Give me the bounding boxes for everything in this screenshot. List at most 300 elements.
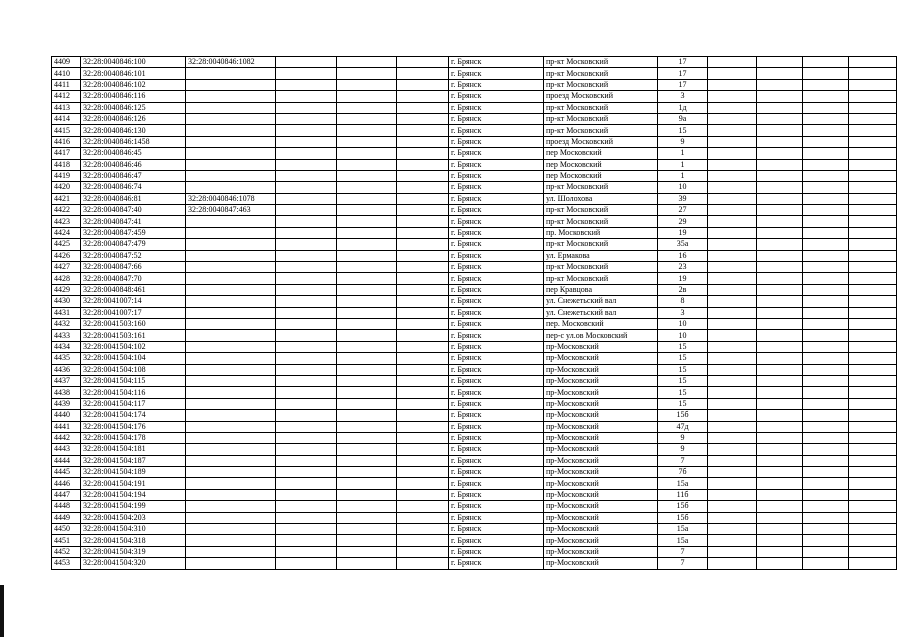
house-number-cell: 17 [658, 57, 708, 68]
empty-cell [803, 159, 849, 170]
house-number-cell: 10 [658, 330, 708, 341]
empty-cell [803, 546, 849, 557]
empty-cell [337, 318, 397, 329]
house-number-cell: 1 [658, 159, 708, 170]
empty-cell [337, 375, 397, 386]
empty-cell [757, 501, 803, 512]
city-cell: г. Брянск [449, 467, 544, 478]
row-number: 4413 [52, 102, 81, 113]
city-cell: г. Брянск [449, 148, 544, 159]
table-row [52, 318, 897, 329]
empty-cell [337, 489, 397, 500]
cadastral-number: 32:28:0040847:52 [81, 250, 186, 261]
cadastral-number: 32:28:0040847:479 [81, 239, 186, 250]
empty-cell [397, 444, 449, 455]
row-number: 4439 [52, 398, 81, 409]
house-number-cell: 29 [658, 216, 708, 227]
empty-cell [337, 296, 397, 307]
empty-cell [276, 341, 337, 352]
empty-cell [276, 239, 337, 250]
cadastral-number: 32:28:0041503:161 [81, 330, 186, 341]
linked-cadastral-number [186, 216, 276, 227]
row-number: 4428 [52, 273, 81, 284]
empty-cell [803, 444, 849, 455]
empty-cell [337, 57, 397, 68]
empty-cell [337, 341, 397, 352]
city-cell: г. Брянск [449, 489, 544, 500]
empty-cell [803, 467, 849, 478]
empty-cell [337, 148, 397, 159]
empty-cell [757, 330, 803, 341]
street-cell: пр-Московский [544, 375, 658, 386]
cadastral-number: 32:28:0041504:310 [81, 524, 186, 535]
empty-cell [397, 68, 449, 79]
empty-cell [849, 205, 897, 216]
empty-cell [757, 170, 803, 181]
empty-cell [803, 398, 849, 409]
linked-cadastral-number [186, 524, 276, 535]
city-cell: г. Брянск [449, 102, 544, 113]
street-cell: проезд Московский [544, 136, 658, 147]
linked-cadastral-number [186, 307, 276, 318]
street-cell: пр-Московский [544, 478, 658, 489]
street-cell: пр-кт Московский [544, 273, 658, 284]
empty-cell [337, 136, 397, 147]
house-number-cell: 15 [658, 353, 708, 364]
empty-cell [849, 421, 897, 432]
empty-cell [803, 558, 849, 569]
cadastral-number: 32:28:0041504:319 [81, 546, 186, 557]
cadastral-number: 32:28:0040846:130 [81, 125, 186, 136]
table-row [52, 421, 897, 432]
linked-cadastral-number [186, 170, 276, 181]
empty-cell [337, 512, 397, 523]
table-row [52, 512, 897, 523]
linked-cadastral-number [186, 284, 276, 295]
street-cell: пр-Московский [544, 387, 658, 398]
empty-cell [708, 375, 757, 386]
empty-cell [337, 410, 397, 421]
table-row [52, 501, 897, 512]
empty-cell [276, 91, 337, 102]
table-row [52, 79, 897, 90]
empty-cell [757, 284, 803, 295]
empty-cell [708, 341, 757, 352]
empty-cell [708, 410, 757, 421]
empty-cell [276, 227, 337, 238]
row-number: 4418 [52, 159, 81, 170]
empty-cell [708, 273, 757, 284]
empty-cell [757, 546, 803, 557]
city-cell: г. Брянск [449, 273, 544, 284]
table-row [52, 387, 897, 398]
empty-cell [397, 216, 449, 227]
table-row [52, 57, 897, 68]
linked-cadastral-number [186, 148, 276, 159]
row-number: 4450 [52, 524, 81, 535]
street-cell: пр-кт Московский [544, 239, 658, 250]
empty-cell [803, 296, 849, 307]
empty-cell [708, 478, 757, 489]
street-cell: пр-Московский [544, 467, 658, 478]
empty-cell [708, 205, 757, 216]
empty-cell [397, 296, 449, 307]
cadastral-number: 32:28:0041007:17 [81, 307, 186, 318]
empty-cell [337, 250, 397, 261]
empty-cell [757, 125, 803, 136]
empty-cell [276, 193, 337, 204]
empty-cell [757, 182, 803, 193]
house-number-cell: 17 [658, 79, 708, 90]
empty-cell [849, 273, 897, 284]
empty-cell [276, 421, 337, 432]
empty-cell [397, 307, 449, 318]
empty-cell [397, 478, 449, 489]
empty-cell [803, 535, 849, 546]
table-row [52, 353, 897, 364]
empty-cell [803, 501, 849, 512]
city-cell: г. Брянск [449, 113, 544, 124]
linked-cadastral-number [186, 262, 276, 273]
empty-cell [849, 262, 897, 273]
empty-cell [276, 546, 337, 557]
empty-cell [276, 182, 337, 193]
linked-cadastral-number [186, 296, 276, 307]
linked-cadastral-number [186, 535, 276, 546]
scan-edge-mark [0, 585, 4, 637]
house-number-cell: 39 [658, 193, 708, 204]
linked-cadastral-number [186, 512, 276, 523]
table-row [52, 68, 897, 79]
empty-cell [276, 159, 337, 170]
empty-cell [708, 284, 757, 295]
empty-cell [803, 307, 849, 318]
street-cell: пр-кт Московский [544, 205, 658, 216]
empty-cell [708, 296, 757, 307]
empty-cell [849, 432, 897, 443]
cadastral-number: 32:28:0040846:116 [81, 91, 186, 102]
row-number: 4433 [52, 330, 81, 341]
empty-cell [803, 421, 849, 432]
cadastral-number: 32:28:0041503:160 [81, 318, 186, 329]
street-cell: ул. Снежетьский вал [544, 307, 658, 318]
empty-cell [803, 250, 849, 261]
empty-cell [757, 489, 803, 500]
table-row [52, 216, 897, 227]
empty-cell [337, 102, 397, 113]
street-cell: пр-кт Московский [544, 113, 658, 124]
empty-cell [276, 353, 337, 364]
empty-cell [849, 546, 897, 557]
house-number-cell: 7 [658, 558, 708, 569]
house-number-cell: 15 [658, 125, 708, 136]
linked-cadastral-number [186, 546, 276, 557]
street-cell: проезд Московский [544, 91, 658, 102]
empty-cell [708, 193, 757, 204]
empty-cell [337, 398, 397, 409]
empty-cell [708, 79, 757, 90]
street-cell: пер Кравцова [544, 284, 658, 295]
empty-cell [757, 535, 803, 546]
street-cell: пр-кт Московский [544, 102, 658, 113]
empty-cell [803, 524, 849, 535]
street-cell: пр-Московский [544, 421, 658, 432]
empty-cell [803, 318, 849, 329]
empty-cell [803, 364, 849, 375]
empty-cell [757, 444, 803, 455]
row-number: 4411 [52, 79, 81, 90]
city-cell: г. Брянск [449, 546, 544, 557]
city-cell: г. Брянск [449, 227, 544, 238]
empty-cell [803, 182, 849, 193]
cadastral-number: 32:28:0040846:47 [81, 170, 186, 181]
empty-cell [397, 239, 449, 250]
city-cell: г. Брянск [449, 216, 544, 227]
empty-cell [803, 102, 849, 113]
empty-cell [708, 330, 757, 341]
empty-cell [276, 125, 337, 136]
street-cell: пр. Московский [544, 227, 658, 238]
house-number-cell: 3 [658, 307, 708, 318]
row-number: 4432 [52, 318, 81, 329]
house-number-cell: 7 [658, 455, 708, 466]
city-cell: г. Брянск [449, 558, 544, 569]
street-cell: пр-Московский [544, 501, 658, 512]
empty-cell [337, 558, 397, 569]
empty-cell [757, 318, 803, 329]
cadastral-number: 32:28:0040847:66 [81, 262, 186, 273]
empty-cell [397, 330, 449, 341]
cadastral-number: 32:28:0041504:115 [81, 375, 186, 386]
row-number: 4421 [52, 193, 81, 204]
row-number: 4425 [52, 239, 81, 250]
empty-cell [397, 558, 449, 569]
cadastral-number: 32:28:0040847:70 [81, 273, 186, 284]
cadastral-number: 32:28:0041504:320 [81, 558, 186, 569]
cadastral-number: 32:28:0040846:81 [81, 193, 186, 204]
row-number: 4437 [52, 375, 81, 386]
linked-cadastral-number [186, 318, 276, 329]
empty-cell [276, 535, 337, 546]
empty-cell [337, 273, 397, 284]
house-number-cell: 15 [658, 375, 708, 386]
city-cell: г. Брянск [449, 364, 544, 375]
cadastral-number: 32:28:0040846:46 [81, 159, 186, 170]
table-row [52, 113, 897, 124]
city-cell: г. Брянск [449, 353, 544, 364]
street-cell: ул. Шолохова [544, 193, 658, 204]
empty-cell [708, 159, 757, 170]
linked-cadastral-number [186, 455, 276, 466]
empty-cell [803, 148, 849, 159]
empty-cell [708, 250, 757, 261]
empty-cell [708, 398, 757, 409]
table-row [52, 227, 897, 238]
table-row [52, 148, 897, 159]
city-cell: г. Брянск [449, 284, 544, 295]
row-number: 4414 [52, 113, 81, 124]
empty-cell [708, 57, 757, 68]
row-number: 4449 [52, 512, 81, 523]
empty-cell [397, 273, 449, 284]
cadastral-number: 32:28:0040847:41 [81, 216, 186, 227]
city-cell: г. Брянск [449, 375, 544, 386]
row-number: 4448 [52, 501, 81, 512]
row-number: 4415 [52, 125, 81, 136]
empty-cell [708, 489, 757, 500]
empty-cell [276, 524, 337, 535]
empty-cell [803, 410, 849, 421]
empty-cell [757, 455, 803, 466]
empty-cell [276, 387, 337, 398]
empty-cell [276, 148, 337, 159]
empty-cell [337, 262, 397, 273]
row-number: 4412 [52, 91, 81, 102]
empty-cell [803, 113, 849, 124]
empty-cell [708, 421, 757, 432]
empty-cell [849, 330, 897, 341]
cadastral-number: 32:28:0041504:203 [81, 512, 186, 523]
cadastral-number: 32:28:0041504:191 [81, 478, 186, 489]
empty-cell [397, 341, 449, 352]
empty-cell [397, 410, 449, 421]
table-row [52, 182, 897, 193]
empty-cell [276, 455, 337, 466]
empty-cell [337, 501, 397, 512]
table-row [52, 432, 897, 443]
empty-cell [397, 262, 449, 273]
empty-cell [397, 91, 449, 102]
street-cell: пр-Московский [544, 410, 658, 421]
city-cell: г. Брянск [449, 421, 544, 432]
empty-cell [849, 341, 897, 352]
table-row [52, 375, 897, 386]
empty-cell [397, 205, 449, 216]
empty-cell [337, 125, 397, 136]
empty-cell [849, 113, 897, 124]
empty-cell [708, 432, 757, 443]
linked-cadastral-number [186, 364, 276, 375]
empty-cell [849, 410, 897, 421]
empty-cell [803, 91, 849, 102]
street-cell: пр-кт Московский [544, 57, 658, 68]
row-number: 4431 [52, 307, 81, 318]
empty-cell [397, 148, 449, 159]
linked-cadastral-number [186, 239, 276, 250]
table-row [52, 364, 897, 375]
empty-cell [397, 375, 449, 386]
empty-cell [757, 205, 803, 216]
cadastral-number: 32:28:0040846:45 [81, 148, 186, 159]
house-number-cell: 10 [658, 182, 708, 193]
empty-cell [849, 558, 897, 569]
row-number: 4435 [52, 353, 81, 364]
empty-cell [849, 193, 897, 204]
table-row [52, 284, 897, 295]
empty-cell [276, 216, 337, 227]
empty-cell [803, 273, 849, 284]
cadastral-number: 32:28:0041504:176 [81, 421, 186, 432]
empty-cell [708, 91, 757, 102]
empty-cell [757, 79, 803, 90]
empty-cell [849, 375, 897, 386]
house-number-cell: 1 [658, 170, 708, 181]
house-number-cell: 15 [658, 387, 708, 398]
city-cell: г. Брянск [449, 193, 544, 204]
table-row [52, 170, 897, 181]
empty-cell [803, 341, 849, 352]
row-number: 4426 [52, 250, 81, 261]
empty-cell [803, 512, 849, 523]
house-number-cell: 9 [658, 444, 708, 455]
street-cell: пер Московский [544, 170, 658, 181]
empty-cell [849, 455, 897, 466]
empty-cell [337, 79, 397, 90]
empty-cell [757, 159, 803, 170]
table-row [52, 478, 897, 489]
empty-cell [757, 524, 803, 535]
empty-cell [849, 318, 897, 329]
city-cell: г. Брянск [449, 387, 544, 398]
cadastral-number: 32:28:0040846:100 [81, 57, 186, 68]
table-row [52, 159, 897, 170]
empty-cell [849, 501, 897, 512]
empty-cell [397, 501, 449, 512]
empty-cell [708, 318, 757, 329]
row-number: 4417 [52, 148, 81, 159]
linked-cadastral-number [186, 444, 276, 455]
empty-cell [337, 353, 397, 364]
empty-cell [849, 148, 897, 159]
empty-cell [803, 57, 849, 68]
linked-cadastral-number [186, 125, 276, 136]
house-number-cell: 15 [658, 341, 708, 352]
empty-cell [757, 558, 803, 569]
row-number: 4441 [52, 421, 81, 432]
empty-cell [757, 341, 803, 352]
table-row [52, 193, 897, 204]
city-cell: г. Брянск [449, 68, 544, 79]
empty-cell [397, 467, 449, 478]
empty-cell [757, 68, 803, 79]
row-number: 4436 [52, 364, 81, 375]
empty-cell [803, 375, 849, 386]
empty-cell [397, 364, 449, 375]
row-number: 4447 [52, 489, 81, 500]
empty-cell [849, 170, 897, 181]
empty-cell [849, 467, 897, 478]
empty-cell [757, 102, 803, 113]
empty-cell [708, 501, 757, 512]
cadastral-number: 32:28:0041504:181 [81, 444, 186, 455]
table-row [52, 535, 897, 546]
linked-cadastral-number [186, 136, 276, 147]
empty-cell [708, 216, 757, 227]
empty-cell [757, 216, 803, 227]
empty-cell [757, 239, 803, 250]
empty-cell [757, 250, 803, 261]
row-number: 4440 [52, 410, 81, 421]
cadastral-number: 32:28:0041504:318 [81, 535, 186, 546]
empty-cell [849, 478, 897, 489]
empty-cell [849, 227, 897, 238]
empty-cell [708, 444, 757, 455]
empty-cell [757, 148, 803, 159]
empty-cell [757, 193, 803, 204]
street-cell: ул. Ермакова [544, 250, 658, 261]
cadastral-number: 32:28:0041504:108 [81, 364, 186, 375]
empty-cell [757, 398, 803, 409]
